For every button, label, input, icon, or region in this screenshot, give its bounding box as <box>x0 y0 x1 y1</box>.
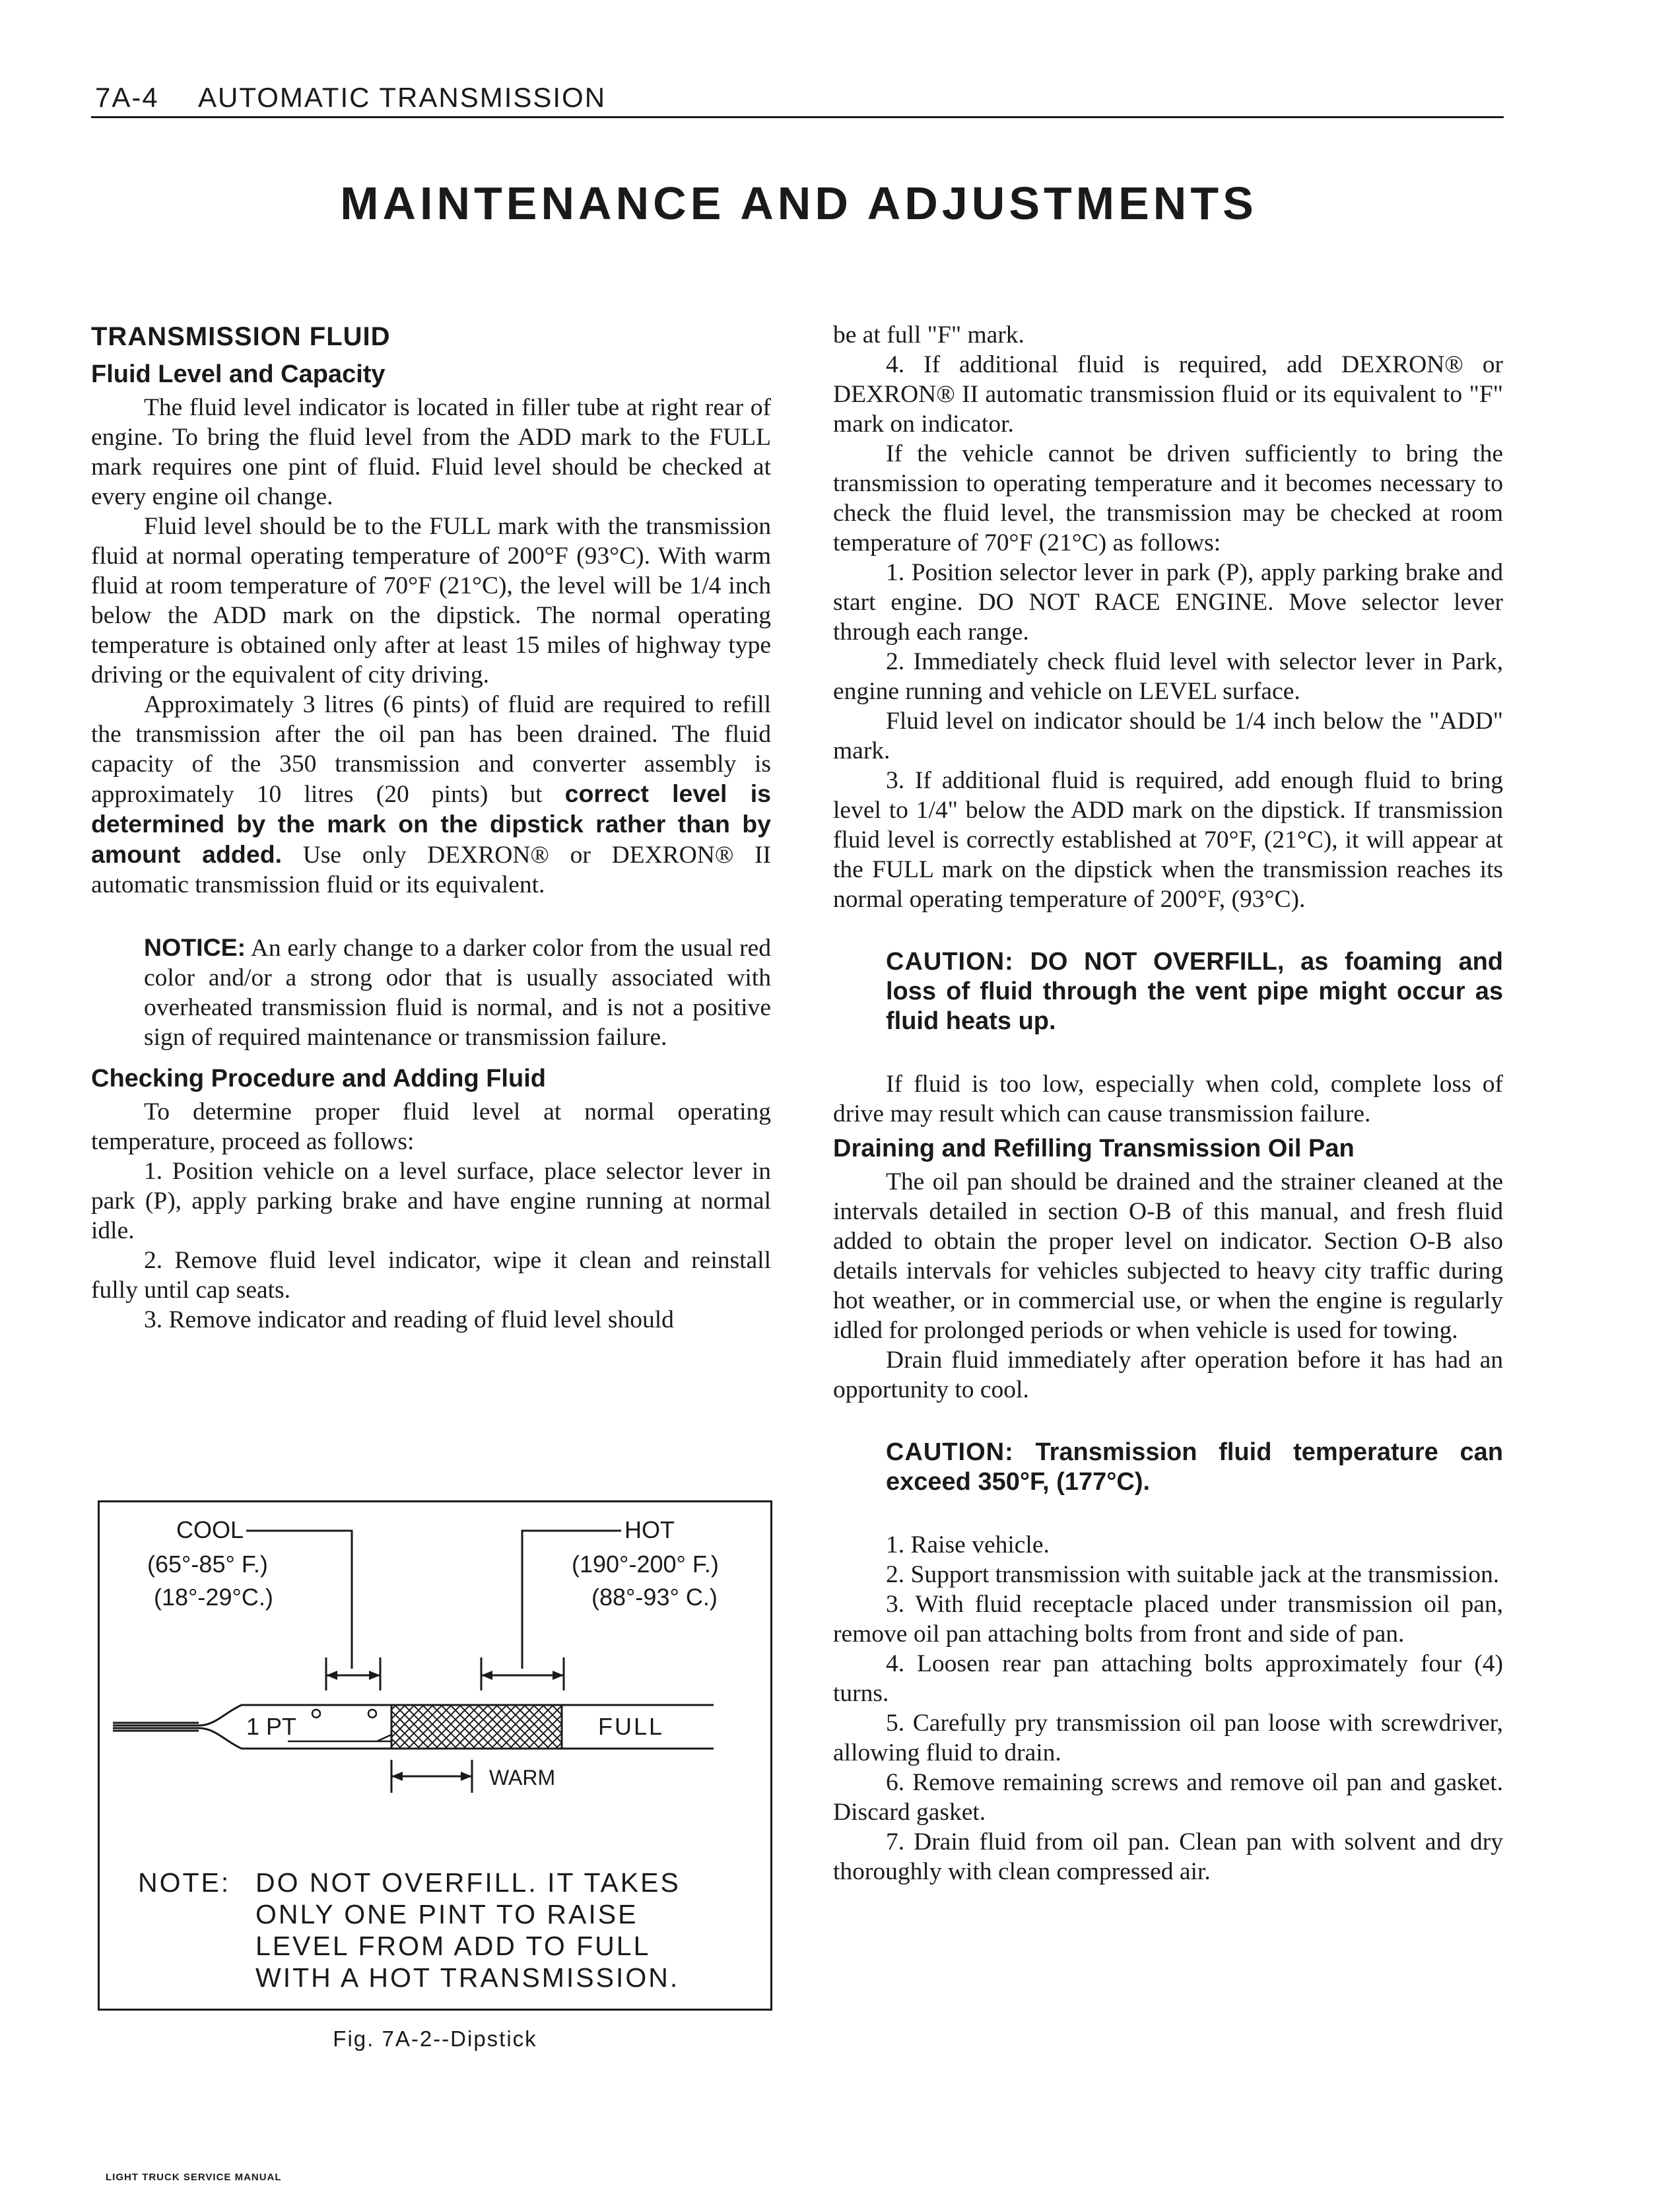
list-item: 4. If additional fluid is required, add DEXRON® or DEXRON® II automatic transmission fluid or its equivalent to "F" mark on indicator. <box>833 351 1503 438</box>
dipstick-figure <box>98 1500 772 2011</box>
section-title: AUTOMATIC TRANSMISSION <box>198 82 607 113</box>
list-item: 4. Loosen rear pan attaching bolts approximately four (4) turns. <box>833 1650 1503 1707</box>
cool-celsius-range: (18°-29°C.) <box>154 1584 273 1611</box>
paragraph: Drain fluid immediately after operation before it has had an opportunity to cool. <box>833 1347 1503 1403</box>
heading-transmission-fluid: TRANSMISSION FLUID <box>91 322 391 351</box>
list-item: 2. Immediately check fluid level with selector lever in Park, engine running and vehicle on LEVEL surface. <box>833 648 1503 705</box>
text-run: Use only DEXRON® or DEXRON® II automatic transmission fluid or its equivalent. <box>91 842 772 898</box>
list-item: 5. Carefully pry transmission oil pan loose with screwdriver, allowing fluid to drain. <box>833 1710 1503 1766</box>
pint-label: 1 PT <box>246 1713 297 1740</box>
notice-block <box>144 933 771 1052</box>
cool-fahrenheit-range: (65°-85° F.) <box>147 1551 268 1578</box>
caution-overfill <box>886 947 1503 1036</box>
list-item: 1. Raise vehicle. <box>886 1531 1050 1558</box>
paragraph: If the vehicle cannot be driven sufficiently to bring the transmission to operating temperature and it becomes necessary to check the fluid level, the transmission may be checked at room temperature of 70°F (21°C) as follows: <box>833 440 1503 556</box>
list-item: 1. Position selector lever in park (P), apply parking brake and start engine. DO NOT RACE ENGINE. Move selector lever through each range. <box>833 559 1503 646</box>
list-item: 3. If additional fluid is required, add enough fluid to bring level to 1/4" below the ADD mark on the dipstick. If transmission fluid level is correctly established at 70°F, (21°C), it will appear at the FULL mark on the dipstick when the transmission reaches its normal operating temperature of 200°F, (93°C). <box>833 767 1503 913</box>
list-item: 1. Position vehicle on a level surface, place selector lever in park (P), apply parking brake and have engine running at normal idle. <box>91 1158 771 1244</box>
hot-fahrenheit-range: (190°-200° F.) <box>572 1551 719 1578</box>
paragraph: Fluid level should be to the FULL mark with the transmission fluid at normal operating temperature of 200°F (93°C). With warm fluid at room temperature of 70°F (21°C), the level will be 1/4 inch below the ADD mark on the dipstick. The normal operating temperature is obtained only after at least 15 miles of highway type driving or the equivalent of city driving. <box>91 513 771 688</box>
note-line: LEVEL FROM ADD TO FULL <box>255 1931 651 1961</box>
warm-label: WARM <box>489 1766 556 1789</box>
notice-label: NOTICE: <box>144 933 246 961</box>
paragraph: be at full "F" mark. <box>833 321 1025 349</box>
cool-range-marker <box>326 1657 380 1690</box>
left-column <box>91 320 771 1335</box>
hot-celsius-range: (88°-93° C.) <box>591 1584 718 1611</box>
list-item: 6. Remove remaining screws and remove oil pan and gasket. Discard gasket. <box>833 1769 1503 1826</box>
caution-label: CAUTION: <box>886 1438 1014 1466</box>
list-item: 2. Remove fluid level indicator, wipe it clean and reinstall fully until cap seats. <box>91 1247 771 1304</box>
hot-label: HOT <box>624 1516 675 1543</box>
caution-temperature <box>886 1438 1503 1497</box>
paragraph: To determine proper fluid level at normal operating temperature, proceed as follows: <box>91 1098 771 1155</box>
right-column <box>833 320 1503 1887</box>
list-item: 2. Support transmission with suitable jack at the transmission. <box>886 1561 1500 1588</box>
caution-text: Transmission fluid temperature can exceed 350°F, (177°C). <box>886 1438 1503 1496</box>
paragraph: Fluid level on indicator should be 1/4 inch below the "ADD" mark. <box>833 708 1503 764</box>
paragraph: If fluid is too low, especially when cold, complete loss of drive may result which can cause transmission failure. <box>833 1071 1503 1127</box>
subheading-checking-procedure: Checking Procedure and Adding Fluid <box>91 1065 546 1092</box>
note-line: WITH A HOT TRANSMISSION. <box>255 1962 680 1993</box>
note-label: NOTE: <box>138 1867 231 1898</box>
cool-label: COOL <box>176 1516 244 1543</box>
warm-range-marker <box>391 1760 472 1793</box>
list-item: 3. Remove indicator and reading of fluid level should <box>144 1306 674 1333</box>
subheading-fluid-level: Fluid Level and Capacity <box>91 360 386 388</box>
note-line: ONLY ONE PINT TO RAISE <box>255 1899 638 1929</box>
pt-marks <box>288 1710 391 1741</box>
paragraph: The oil pan should be drained and the strainer cleaned at the intervals detailed in section O-B of this manual, and fresh fluid added to obtain the proper level on indicator. Section O-B also details intervals for vehicles subjected to heavy city traffic during hot weather, or in commercial use, or when the engine is regularly idled for prolonged periods or when vehicle is used for towing. <box>833 1168 1503 1344</box>
full-label: FULL <box>598 1713 665 1740</box>
paragraph <box>91 690 771 900</box>
caution-text: DO NOT OVERFILL, as foaming and loss of fluid through the vent pipe might occur as fluid heats up. <box>886 948 1503 1035</box>
bold-text-run: correct level is determined by the mark on the dipstick rather than by amount added. <box>91 780 772 868</box>
note-text <box>255 1867 681 1993</box>
note-line: DO NOT OVERFILL. IT TAKES <box>255 1867 681 1898</box>
page-number: 7A-4 <box>95 82 159 113</box>
list-item: 3. With fluid receptacle placed under transmission oil pan, remove oil pan attaching bolts from front and side of pan. <box>833 1591 1503 1648</box>
list-item: 7. Drain fluid from oil pan. Clean pan with solvent and dry thoroughly with clean compressed air. <box>833 1828 1503 1885</box>
page-footer: LIGHT TRUCK SERVICE MANUAL <box>106 2172 282 2183</box>
page-header <box>91 77 1504 118</box>
crosshatch-zone <box>391 1705 562 1749</box>
page-title: MAINTENANCE AND ADJUSTMENTS <box>340 178 1258 229</box>
caution-label: CAUTION: <box>886 948 1014 976</box>
figure-caption: Fig. 7A-2--Dipstick <box>333 2026 537 2051</box>
text-run: Approximately 3 litres (6 pints) of fluid are required to refill the transmission after the oil pan has been drained. The fluid capacity of the 350 transmission and converter assembly is approximately 10 litres (20 pints) but <box>91 691 771 808</box>
notice-text: An early change to a darker color from the usual red color and/or a strong odor that is usually associated with overheated transmission fluid is normal, and is not a positive sign of required maintenance or transmission failure. <box>144 935 771 1051</box>
subheading-draining: Draining and Refilling Transmission Oil Pan <box>833 1135 1355 1162</box>
paragraph: The fluid level indicator is located in filler tube at right rear of engine. To bring the fluid level from the ADD mark to the FULL mark requires one pint of fluid. Fluid level should be checked at every engine oil change. <box>91 394 771 510</box>
